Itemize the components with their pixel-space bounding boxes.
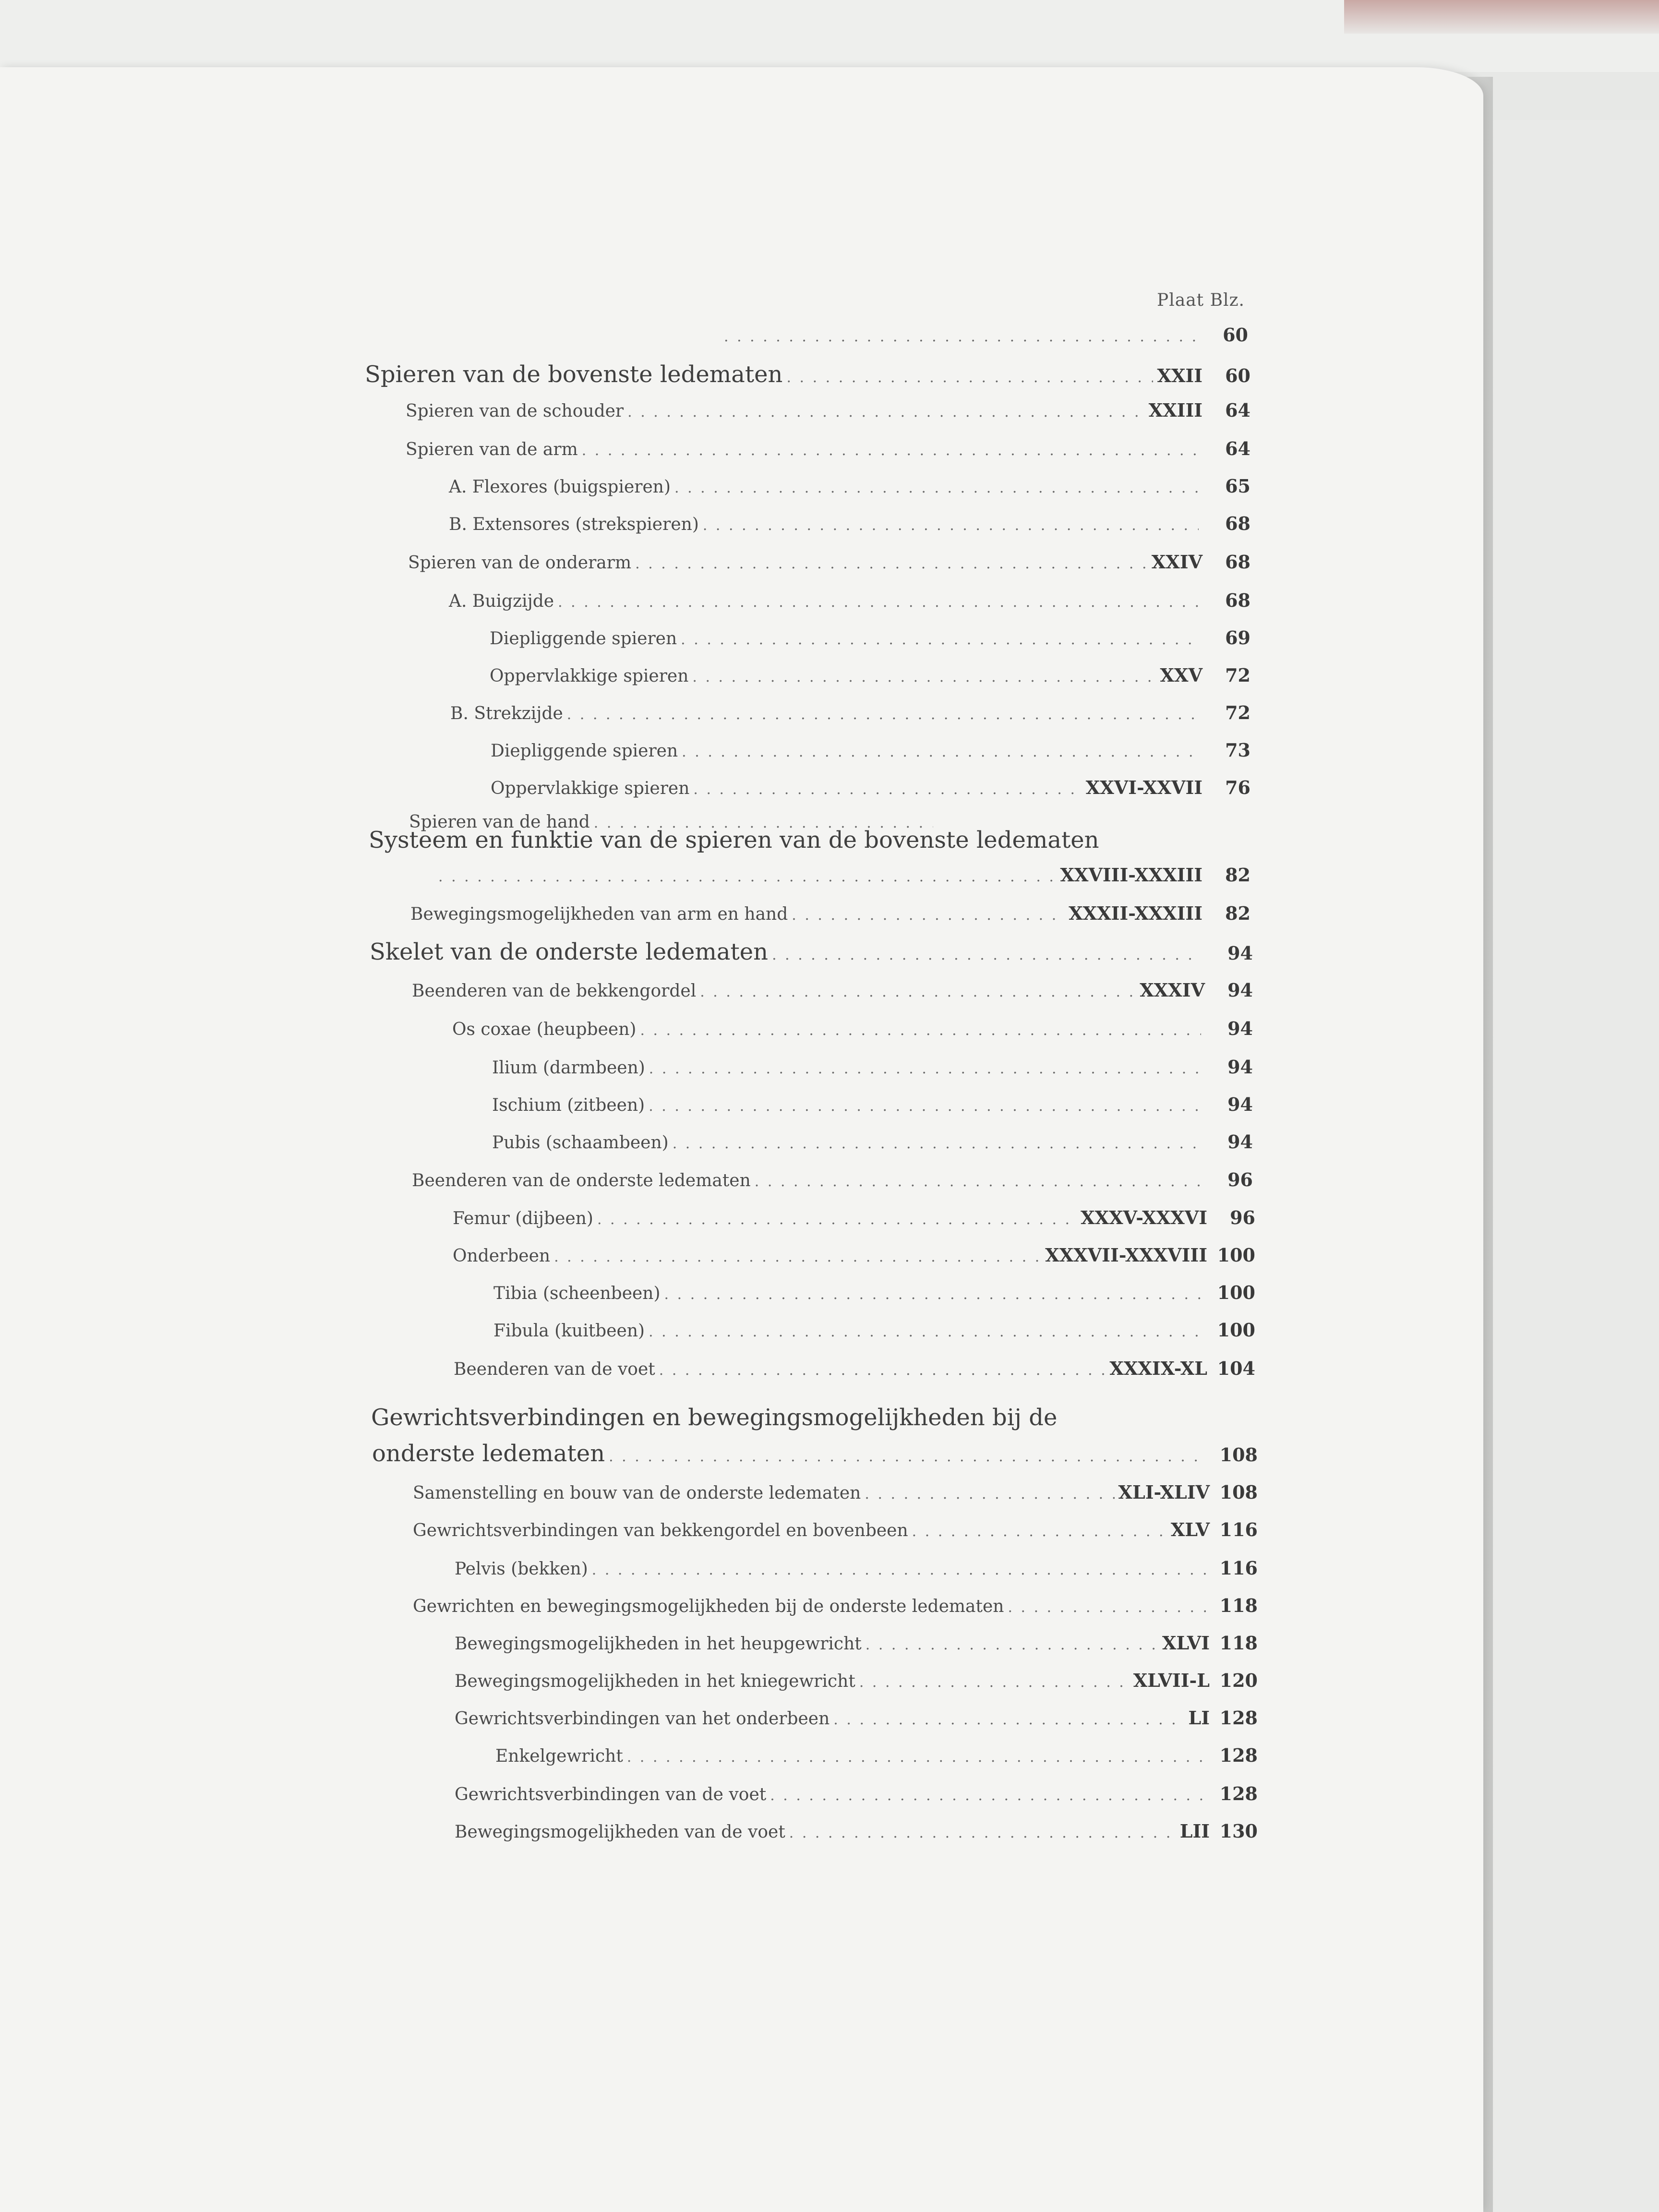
toc-title: Bewegingsmogelijkheden in het kniegewricht — [455, 1671, 855, 1691]
toc-page: 94 — [1227, 1056, 1253, 1078]
toc-plaat: XLVI — [1162, 1632, 1210, 1654]
toc-title: Ilium (darmbeen) — [492, 1058, 645, 1078]
toc-entry — [455, 1557, 1258, 1579]
toc-title: Fibula (kuitbeen) — [493, 1321, 645, 1341]
toc-entry — [412, 1169, 1253, 1190]
leader-dots — [609, 1440, 1206, 1467]
toc-page: 65 — [1225, 475, 1250, 497]
toc-title: Pubis (schaambeen) — [492, 1133, 669, 1153]
toc-page: 118 — [1219, 1632, 1258, 1654]
toc-title: B. Strekzijde — [450, 704, 563, 723]
toc-title: A. Buigzijde — [449, 591, 554, 611]
toc-entry-heading — [369, 827, 1099, 854]
leader-dots — [724, 326, 1196, 346]
header-plaat: Plaat — [1157, 290, 1204, 310]
toc-page: 68 — [1225, 551, 1250, 573]
toc-entry — [413, 1519, 1258, 1540]
toc-plaat: XXXII-XXXIII — [1069, 902, 1202, 924]
toc-plaat: LI — [1188, 1707, 1210, 1729]
toc-plaat: XXXV-XXXVI — [1081, 1207, 1207, 1228]
toc-page: 69 — [1225, 627, 1250, 649]
toc-title: Gewrichten en bewegingsmogelijkheden bij de onderste ledematen — [413, 1597, 1004, 1616]
toc-title: Beenderen van de voet — [454, 1359, 655, 1379]
toc-entry — [454, 1358, 1255, 1379]
leader-dots — [681, 629, 1199, 649]
toc-entry — [455, 1820, 1258, 1842]
toc-page: 64 — [1225, 399, 1250, 421]
toc-title: Diepliggende spieren — [491, 741, 678, 761]
toc-title: Enkelgewricht — [495, 1746, 623, 1766]
leader-dots — [1008, 1597, 1206, 1616]
toc-title: Oppervlakkige spieren — [491, 779, 690, 798]
toc-plaat: XXXIX-XL — [1109, 1358, 1207, 1379]
toc-entry — [455, 1632, 1258, 1654]
toc-title: Oppervlakkige spieren — [490, 666, 689, 686]
background-top — [0, 0, 1659, 72]
toc-page: 96 — [1230, 1207, 1255, 1228]
toc-plaat: XXXIV — [1140, 979, 1205, 1001]
toc-page: 128 — [1219, 1744, 1258, 1766]
toc-title: Ischium (zitbeen) — [492, 1095, 645, 1115]
leader-dots — [554, 1246, 1041, 1266]
toc-page: 64 — [1225, 438, 1250, 459]
toc-entry — [449, 589, 1250, 611]
toc-title: Gewrichtsverbindingen van de voet — [455, 1785, 767, 1804]
toc-page: 68 — [1225, 589, 1250, 611]
toc-title: Diepliggende spieren — [490, 629, 677, 649]
toc-page: 72 — [1225, 664, 1250, 686]
leader-dots — [438, 866, 1056, 886]
toc-entry — [493, 1282, 1255, 1303]
toc-entry — [412, 979, 1253, 1001]
toc-entry — [455, 1783, 1258, 1804]
leader-dots — [912, 1521, 1167, 1540]
leader-dots — [558, 591, 1199, 611]
leader-dots — [627, 1746, 1206, 1766]
toc-title: Tibia (scheenbeen) — [493, 1284, 661, 1303]
toc-entry — [406, 399, 1250, 421]
leader-dots — [582, 440, 1199, 459]
leader-dots — [659, 1359, 1106, 1379]
toc-entry — [453, 1244, 1255, 1266]
leader-dots — [693, 779, 1082, 798]
toc-title: Spieren van de arm — [406, 440, 578, 459]
toc-entry — [408, 551, 1250, 573]
toc-entry — [493, 1319, 1255, 1341]
toc-entry — [490, 627, 1250, 649]
toc-page: 108 — [1219, 1444, 1258, 1466]
leader-dots — [700, 981, 1136, 1001]
toc-plaat: XXII — [1157, 365, 1202, 386]
toc-title: Spieren van de onderarm — [408, 553, 632, 573]
toc-page: 120 — [1219, 1670, 1258, 1691]
leader-dots — [682, 741, 1199, 761]
toc-title: Os coxae (heupbeen) — [452, 1020, 637, 1039]
toc-title: Spieren van de bovenste ledematen — [365, 361, 783, 388]
leader-dots — [859, 1671, 1130, 1691]
toc-page: 100 — [1217, 1319, 1255, 1341]
toc-entry — [410, 902, 1250, 924]
leader-dots — [627, 401, 1145, 421]
toc-plaat: XXV — [1160, 664, 1202, 686]
toc-page: 76 — [1225, 777, 1250, 798]
toc-page: 82 — [1225, 864, 1250, 886]
toc-page: 72 — [1225, 702, 1250, 723]
toc-plaat: XXIV — [1151, 551, 1202, 573]
toc-page: 94 — [1227, 1094, 1253, 1115]
leader-dots — [865, 1483, 1114, 1503]
toc-entry — [449, 513, 1250, 534]
toc-title: Beenderen van de onderste ledematen — [412, 1171, 751, 1190]
toc-title: Pelvis (bekken) — [455, 1559, 588, 1579]
toc-entry — [720, 324, 1248, 346]
toc-page: 128 — [1219, 1783, 1258, 1804]
toc-page: 94 — [1227, 1018, 1253, 1039]
toc-entry — [492, 1131, 1253, 1153]
toc-entry — [413, 1481, 1258, 1503]
toc-plaat: XXVI-XXVII — [1085, 777, 1202, 798]
toc-title: Bewegingsmogelijkheden van arm en hand — [410, 904, 788, 924]
toc-entry — [413, 1595, 1258, 1616]
toc-title: Gewrichtsverbindingen en bewegingsmogelijkheden bij de — [371, 1404, 1058, 1431]
leader-dots — [786, 361, 1153, 388]
toc-entry — [450, 702, 1250, 723]
leader-dots — [692, 666, 1156, 686]
next-page-edge — [1479, 120, 1659, 2212]
leader-dots — [792, 904, 1065, 924]
toc-title: Spieren van de hand — [409, 812, 590, 832]
toc-entry — [452, 1018, 1253, 1039]
leader-dots — [664, 1284, 1203, 1303]
leader-dots — [649, 1058, 1201, 1078]
leader-dots — [789, 1822, 1176, 1842]
toc-page: 100 — [1217, 1244, 1255, 1266]
toc-title: Gewrichtsverbindingen van het onderbeen — [455, 1709, 830, 1729]
toc-title: Bewegingsmogelijkheden in het heupgewricht — [455, 1634, 862, 1654]
leader-dots — [673, 1133, 1201, 1153]
toc-plaat: XXVIII-XXXIII — [1060, 864, 1202, 886]
toc-entry — [495, 1744, 1258, 1766]
toc-entry — [455, 1707, 1258, 1729]
toc-entry — [372, 1440, 1258, 1467]
toc-title: A. Flexores (buigspieren) — [449, 477, 671, 497]
leader-dots — [703, 515, 1199, 534]
leader-dots — [866, 1634, 1158, 1654]
toc-plaat: XLV — [1170, 1519, 1210, 1540]
leader-dots — [674, 477, 1199, 497]
leader-dots — [635, 553, 1148, 573]
toc-page: 96 — [1227, 1169, 1253, 1190]
toc-title: Beenderen van de bekkengordel — [412, 981, 697, 1001]
toc-entry — [491, 739, 1250, 761]
toc-entry — [491, 777, 1250, 798]
toc-entry — [449, 475, 1250, 497]
toc-plaat: XLVII-L — [1133, 1670, 1210, 1691]
toc-page: 116 — [1219, 1557, 1258, 1579]
toc-page: 130 — [1219, 1820, 1258, 1842]
leader-dots — [597, 1209, 1077, 1228]
toc-entry — [455, 1670, 1258, 1691]
toc-page: 94 — [1227, 1131, 1253, 1153]
toc-entry — [492, 1094, 1253, 1115]
toc-page: 68 — [1225, 513, 1250, 534]
toc-page: 116 — [1219, 1519, 1258, 1540]
toc-page: 128 — [1219, 1707, 1258, 1729]
toc-entry — [370, 938, 1253, 965]
leader-dots — [649, 1095, 1201, 1115]
toc-page: 60 — [1223, 324, 1248, 346]
toc-page: 100 — [1217, 1282, 1255, 1303]
toc-page: 94 — [1227, 979, 1253, 1001]
toc-entry — [406, 438, 1250, 459]
toc-plaat: LII — [1179, 1820, 1210, 1842]
header-blz: Blz. — [1210, 290, 1245, 310]
toc-entry — [492, 1056, 1253, 1078]
toc-title: Onderbeen — [453, 1246, 551, 1266]
toc-entry-heading — [371, 1404, 1057, 1431]
toc-title: Systeem en funktie van de spieren van de bovenste ledematen — [369, 827, 1099, 854]
toc-title: Spieren van de schouder — [406, 401, 624, 421]
leader-dots — [755, 1171, 1201, 1190]
toc-page: 94 — [1227, 942, 1253, 964]
leader-dots — [770, 1785, 1206, 1804]
leader-dots — [640, 1020, 1201, 1039]
toc-entry — [365, 361, 1250, 388]
toc-entry — [453, 1207, 1255, 1228]
book-edge — [1344, 0, 1659, 34]
toc-page: 118 — [1219, 1595, 1258, 1616]
toc-entry — [434, 864, 1250, 886]
toc-title: Bewegingsmogelijkheden van de voet — [455, 1822, 785, 1842]
toc-page: 108 — [1219, 1481, 1258, 1503]
leader-dots — [772, 938, 1201, 965]
toc-plaat: XLI-XLIV — [1118, 1481, 1210, 1503]
toc-title: B. Extensores (strekspieren) — [449, 515, 699, 534]
toc-title: Skelet van de onderste ledematen — [370, 938, 769, 965]
toc-plaat: XXXVII-XXXVIII — [1045, 1244, 1207, 1266]
toc-title: Samenstelling en bouw van de onderste ledematen — [413, 1483, 861, 1503]
leader-dots — [833, 1709, 1184, 1729]
toc-page: 73 — [1225, 739, 1250, 761]
leader-dots — [592, 1559, 1206, 1579]
toc-title: Femur (dijbeen) — [453, 1209, 593, 1228]
column-header — [1157, 290, 1253, 310]
toc-entry — [490, 664, 1250, 686]
toc-title: Gewrichtsverbindingen van bekkengordel en bovenbeen — [413, 1521, 908, 1540]
leader-dots — [567, 704, 1199, 723]
toc-title: onderste ledematen — [372, 1440, 605, 1467]
toc-plaat: XXIII — [1148, 399, 1202, 421]
leader-dots — [649, 1321, 1203, 1341]
toc-page: 60 — [1225, 365, 1250, 386]
toc-page: 82 — [1225, 902, 1250, 924]
toc-page: 104 — [1217, 1358, 1255, 1379]
